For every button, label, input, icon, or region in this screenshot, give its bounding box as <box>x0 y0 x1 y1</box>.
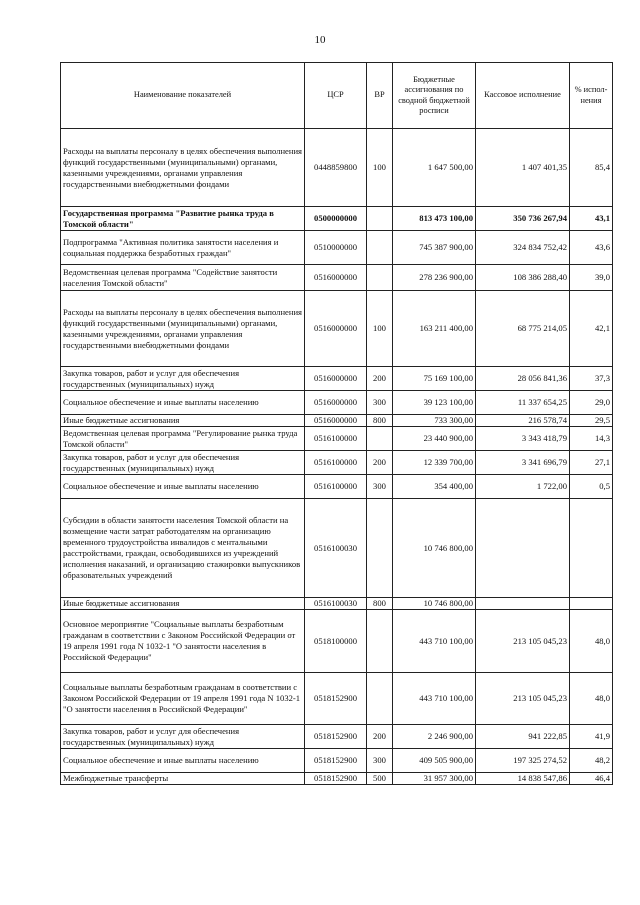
cell-cash: 197 325 274,52 <box>476 749 570 773</box>
table-row <box>61 725 613 749</box>
cell-name: Иные бюджетные ассигнования <box>61 598 305 610</box>
cell-cash: 108 386 288,40 <box>476 265 570 291</box>
cell-budget: 23 440 900,00 <box>393 427 476 451</box>
table-row <box>61 773 613 785</box>
cell-csr: 0518100000 <box>305 610 367 673</box>
cell-name: Расходы на выплаты персоналу в целях обеспечения выполнения функций государственными (муниципальными) органами, казенными учреждениями, органами управления государственными внебюджетными фондами <box>61 291 305 367</box>
cell-cash <box>476 598 570 610</box>
cell-cash: 14 838 547,86 <box>476 773 570 785</box>
cell-csr: 0448859800 <box>305 129 367 207</box>
budget-table <box>60 62 613 785</box>
cell-vr <box>367 207 393 231</box>
table-row <box>61 610 613 673</box>
cell-budget: 409 505 900,00 <box>393 749 476 773</box>
cell-pct: 85,4 <box>570 129 613 207</box>
table-row <box>61 598 613 610</box>
table-row <box>61 367 613 391</box>
cell-vr: 800 <box>367 598 393 610</box>
cell-csr: 0510000000 <box>305 231 367 265</box>
cell-name: Субсидии в области занятости населения Томской области на возмещение части затрат работодателям на организацию временного трудоустройства инвалидов с ментальными расстройствами, граждан, освободившихся из учреждений исполнения наказаний, и организацию стажировки выпускников образовательных учреждений <box>61 499 305 598</box>
cell-vr: 800 <box>367 415 393 427</box>
cell-cash: 3 341 696,79 <box>476 451 570 475</box>
cell-budget: 10 746 800,00 <box>393 598 476 610</box>
cell-csr: 0500000000 <box>305 207 367 231</box>
cell-pct: 41,9 <box>570 725 613 749</box>
cell-vr <box>367 265 393 291</box>
cell-name: Подпрограмма "Активная политика занятости населения и социальная поддержка безработных граждан" <box>61 231 305 265</box>
cell-vr: 300 <box>367 749 393 773</box>
cell-name: Расходы на выплаты персоналу в целях обеспечения выполнения функций государственными (муниципальными) органами, казенными учреждениями, органами управления государственными внебюджетными фондами <box>61 129 305 207</box>
header-pct: % испол-нения <box>570 63 613 129</box>
cell-name: Социальные выплаты безработным гражданам в соответствии с Законом Российской Федерации от 19 апреля 1991 года N 1032-1 "О занятости населения в Российской Федерации" <box>61 673 305 725</box>
cell-csr: 0516100030 <box>305 499 367 598</box>
header-cash: Кассовое исполнение <box>476 63 570 129</box>
cell-vr: 300 <box>367 391 393 415</box>
cell-csr: 0518152900 <box>305 773 367 785</box>
cell-csr: 0516000000 <box>305 367 367 391</box>
cell-vr <box>367 610 393 673</box>
cell-name: Социальное обеспечение и иные выплаты населению <box>61 391 305 415</box>
table-header-row <box>61 63 613 129</box>
cell-name: Государственная программа "Развитие рынка труда в Томской области" <box>61 207 305 231</box>
cell-name: Межбюджетные трансферты <box>61 773 305 785</box>
cell-pct <box>570 598 613 610</box>
cell-cash: 324 834 752,42 <box>476 231 570 265</box>
cell-vr <box>367 427 393 451</box>
cell-pct: 39,0 <box>570 265 613 291</box>
cell-vr <box>367 499 393 598</box>
cell-csr: 0516000000 <box>305 415 367 427</box>
cell-vr: 200 <box>367 725 393 749</box>
cell-budget: 733 300,00 <box>393 415 476 427</box>
table-row <box>61 749 613 773</box>
cell-cash: 11 337 654,25 <box>476 391 570 415</box>
cell-pct: 0,5 <box>570 475 613 499</box>
cell-vr <box>367 673 393 725</box>
cell-pct: 46,4 <box>570 773 613 785</box>
cell-pct: 48,0 <box>570 610 613 673</box>
table-row <box>61 415 613 427</box>
table-row <box>61 391 613 415</box>
cell-cash: 213 105 045,23 <box>476 610 570 673</box>
cell-cash: 941 222,85 <box>476 725 570 749</box>
cell-csr: 0516100000 <box>305 451 367 475</box>
cell-budget: 39 123 100,00 <box>393 391 476 415</box>
table-row <box>61 291 613 367</box>
cell-cash: 68 775 214,05 <box>476 291 570 367</box>
table-row <box>61 265 613 291</box>
cell-csr: 0518152900 <box>305 749 367 773</box>
header-name: Наименование показателей <box>61 63 305 129</box>
cell-budget: 31 957 300,00 <box>393 773 476 785</box>
cell-pct: 43,6 <box>570 231 613 265</box>
table-row <box>61 499 613 598</box>
cell-name: Иные бюджетные ассигнования <box>61 415 305 427</box>
cell-csr: 0516100000 <box>305 427 367 451</box>
table-row <box>61 207 613 231</box>
table-row <box>61 129 613 207</box>
cell-vr <box>367 231 393 265</box>
cell-csr: 0516100000 <box>305 475 367 499</box>
cell-pct: 42,1 <box>570 291 613 367</box>
cell-name: Закупка товаров, работ и услуг для обеспечения государственных (муниципальных) нужд <box>61 725 305 749</box>
cell-name: Ведомственная целевая программа "Регулирование рынка труда Томской области" <box>61 427 305 451</box>
header-budget: Бюджетные ассигнования по сводной бюджетной росписи <box>393 63 476 129</box>
cell-budget: 443 710 100,00 <box>393 673 476 725</box>
cell-cash: 28 056 841,36 <box>476 367 570 391</box>
cell-csr: 0516100030 <box>305 598 367 610</box>
cell-pct <box>570 499 613 598</box>
cell-vr: 300 <box>367 475 393 499</box>
cell-name: Ведомственная целевая программа "Содействие занятости населения Томской области" <box>61 265 305 291</box>
page-number: 10 <box>314 34 326 46</box>
cell-pct: 43,1 <box>570 207 613 231</box>
cell-pct: 29,0 <box>570 391 613 415</box>
cell-name: Социальное обеспечение и иные выплаты населению <box>61 749 305 773</box>
cell-budget: 10 746 800,00 <box>393 499 476 598</box>
cell-budget: 2 246 900,00 <box>393 725 476 749</box>
cell-cash: 3 343 418,79 <box>476 427 570 451</box>
cell-name: Социальное обеспечение и иные выплаты населению <box>61 475 305 499</box>
cell-cash <box>476 499 570 598</box>
cell-csr: 0518152900 <box>305 673 367 725</box>
cell-budget: 745 387 900,00 <box>393 231 476 265</box>
cell-budget: 813 473 100,00 <box>393 207 476 231</box>
cell-cash: 1 407 401,35 <box>476 129 570 207</box>
cell-name: Закупка товаров, работ и услуг для обеспечения государственных (муниципальных) нужд <box>61 451 305 475</box>
cell-csr: 0516000000 <box>305 291 367 367</box>
cell-pct: 37,3 <box>570 367 613 391</box>
cell-budget: 443 710 100,00 <box>393 610 476 673</box>
cell-budget: 12 339 700,00 <box>393 451 476 475</box>
header-vr: ВР <box>367 63 393 129</box>
cell-cash: 213 105 045,23 <box>476 673 570 725</box>
cell-vr: 500 <box>367 773 393 785</box>
cell-vr: 100 <box>367 129 393 207</box>
cell-budget: 354 400,00 <box>393 475 476 499</box>
cell-vr: 200 <box>367 451 393 475</box>
cell-pct: 14,3 <box>570 427 613 451</box>
cell-pct: 48,2 <box>570 749 613 773</box>
table-row <box>61 231 613 265</box>
header-csr: ЦСР <box>305 63 367 129</box>
table-row <box>61 673 613 725</box>
cell-budget: 163 211 400,00 <box>393 291 476 367</box>
cell-pct: 48,0 <box>570 673 613 725</box>
cell-name: Основное мероприятие "Социальные выплаты безработным гражданам в соответствии с Законом Российской Федерации от 19 апреля 1991 года N 1032-1 "О занятости населения в Российской Федерации" <box>61 610 305 673</box>
cell-csr: 0516000000 <box>305 391 367 415</box>
cell-csr: 0516000000 <box>305 265 367 291</box>
table-row <box>61 475 613 499</box>
table-row <box>61 451 613 475</box>
cell-name: Закупка товаров, работ и услуг для обеспечения государственных (муниципальных) нужд <box>61 367 305 391</box>
cell-vr: 100 <box>367 291 393 367</box>
cell-vr: 200 <box>367 367 393 391</box>
cell-pct: 27,1 <box>570 451 613 475</box>
cell-csr: 0518152900 <box>305 725 367 749</box>
cell-cash: 1 722,00 <box>476 475 570 499</box>
table-row <box>61 427 613 451</box>
cell-budget: 75 169 100,00 <box>393 367 476 391</box>
cell-budget: 278 236 900,00 <box>393 265 476 291</box>
cell-cash: 350 736 267,94 <box>476 207 570 231</box>
cell-cash: 216 578,74 <box>476 415 570 427</box>
cell-budget: 1 647 500,00 <box>393 129 476 207</box>
cell-pct: 29,5 <box>570 415 613 427</box>
